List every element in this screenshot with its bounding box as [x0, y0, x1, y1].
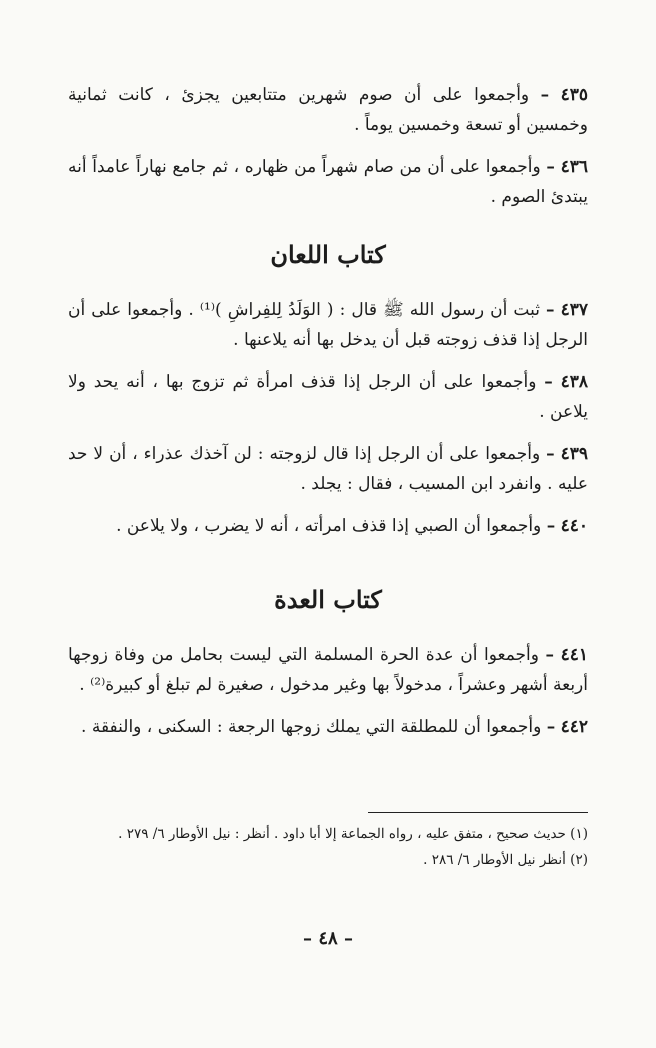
paragraph-lead: وأجمعوا على أن الرجل إذا قال لزوجته : لن آخذك عذراء ، أن [109, 444, 541, 464]
paragraph-lead: وأجمعوا على أن من صام شهراً من ظهاره ، ثم جامع نهاراً عامداً [92, 157, 541, 177]
main-text [68, 80, 588, 754]
footnote-2: (٢) أنظر نيل الأوطار ٦/ ٢٨٦ . [423, 852, 588, 868]
paragraph-number: ٤٣٧ [560, 300, 588, 320]
paragraph-number: ٤٤١ [560, 645, 589, 665]
paragraph-438: ٤٣٨ – وأجمعوا على أن الرجل إذا قذف امرأة ثم تزوج بها ، أنه يحد ولا يلاعن . [68, 372, 589, 422]
page-number: – ٤٨ – [303, 928, 353, 949]
paragraph-rest: أربعة أشهر وعشراً ، مدخولاً بها وغير مدخول ، صغيرة لم تبلغ أو كبيرة⁽²⁾ . [79, 675, 588, 695]
paragraph-rest: ولا يلاعن . [68, 372, 588, 422]
paragraph-lead: وأجمعوا على أن صوم شهرين متتابعين يجزئ ، كانت ثمانية [68, 85, 530, 105]
paragraph-number: ٤٣٩ [560, 444, 589, 464]
paragraph-lead: وأجمعوا أن الصبي إذا قذف امرأته ، أنه لا يضرب ، ولا يلاعن . [116, 516, 542, 536]
footnote-1: (١) حديث صحيح ، متفق عليه ، رواه الجماعة إلا أبا داود . أنظر : نيل الأوطار ٦/ ٢٧٩ . [118, 826, 588, 842]
section-title-idda: كتاب العدة [274, 585, 382, 614]
paragraph-442: ٤٤٢ – وأجمعوا أن للمطلقة التي يملك زوجها الرجعة : السكنى ، والنفقة . [81, 717, 588, 737]
paragraph-439: ٤٣٩ – وأجمعوا على أن الرجل إذا قال لزوجته : لن آخذك عذراء ، أن لا حد عليه . وانفرد ابن المسيب ، فقال : يجلد . [68, 444, 589, 494]
paragraph-440: ٤٤٠ – وأجمعوا أن الصبي إذا قذف امرأته ، أنه لا يضرب ، ولا يلاعن . [116, 516, 588, 536]
paragraph-rest: أنه يبتدئ الصوم . [68, 157, 588, 207]
paragraph-rest: وخمسين أو تسعة وخمسين يوماً . [354, 115, 588, 135]
paragraph-number: ٤٣٨ [560, 372, 589, 392]
section-title-lian: كتاب اللعان [270, 240, 386, 269]
paragraph-rest: لا حد عليه . وانفرد ابن المسيب ، فقال : يجلد . [68, 444, 588, 494]
paragraph-436: ٤٣٦ – وأجمعوا على أن من صام شهراً من ظهاره ، ثم جامع نهاراً عامداً أنه يبتدئ الصوم . [68, 157, 589, 207]
paragraph-number: ٤٤٠ [560, 516, 588, 536]
paragraph-lead: ثبت أن رسول الله ﷺ قال : ( الوَلَدُ لِلفِراشِ )⁽¹⁾ . وأجمعوا [127, 300, 540, 320]
paragraph-lead: وأجمعوا على أن الرجل إذا قذف امرأة ثم تزوج بها ، أنه يحد [93, 372, 537, 392]
footnote-divider [368, 812, 588, 813]
paragraph-lead: وأجمعوا أن للمطلقة التي يملك زوجها الرجعة : السكنى ، والنفقة . [81, 717, 542, 737]
paragraph-435: ٤٣٥ – وأجمعوا على أن صوم شهرين متتابعين يجزئ ، كانت ثمانية وخمسين أو تسعة وخمسين يوماً . [68, 85, 588, 135]
paragraph-lead: وأجمعوا أن عدة الحرة المسلمة التي ليست بحامل من وفاة زوجها [68, 645, 539, 665]
paragraph-rest: على أن الرجل إذا قذف زوجته قبل أن يدخل بها أنه يلاعنها . [68, 300, 588, 350]
paragraph-number: ٤٤٢ [560, 717, 588, 737]
paragraph-441: ٤٤١ – وأجمعوا أن عدة الحرة المسلمة التي ليست بحامل من وفاة زوجها أربعة أشهر وعشراً ، مدخولاً بها وغير مدخول ، صغيرة لم تبلغ أو كبيرة⁽²⁾ . [68, 645, 589, 695]
footnotes [68, 822, 588, 874]
paragraph-number: ٤٣٥ [560, 85, 588, 105]
paragraph-437: ٤٣٧ – ثبت أن رسول الله ﷺ قال : ( الوَلَدُ لِلفِراشِ )⁽¹⁾ . وأجمعوا على أن الرجل إذا قذف زوجته قبل أن يدخل بها أنه يلاعنها . [68, 300, 588, 350]
paragraph-number: ٤٣٦ [560, 157, 589, 177]
